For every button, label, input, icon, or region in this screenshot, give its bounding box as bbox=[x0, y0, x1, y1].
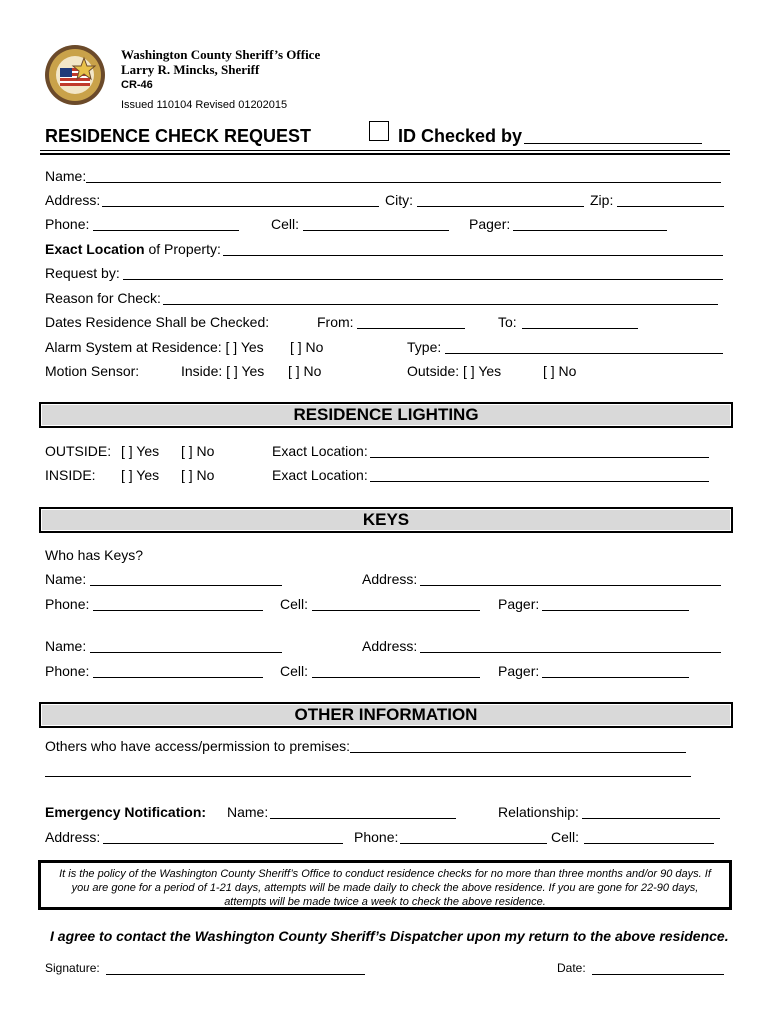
request-by-label: Request by: bbox=[45, 265, 120, 281]
exact-location-label: Exact Location of Property: bbox=[45, 241, 221, 257]
keys1-phone-label: Phone: bbox=[45, 596, 90, 612]
keys1-address-label: Address: bbox=[362, 571, 418, 587]
title-rule-thick bbox=[40, 153, 730, 155]
who-has-keys-label: Who has Keys? bbox=[45, 547, 144, 563]
alarm-yes-option[interactable]: Alarm System at Residence: [ ] Yes bbox=[45, 339, 264, 355]
emergency-address-field[interactable] bbox=[103, 829, 343, 844]
others-access-field[interactable] bbox=[350, 738, 686, 753]
to-field[interactable] bbox=[522, 314, 638, 329]
emergency-phone-label: Phone: bbox=[354, 829, 399, 845]
keys1-address-field[interactable] bbox=[420, 571, 721, 586]
cell-label: Cell: bbox=[271, 216, 300, 232]
keys2-phone-field[interactable] bbox=[93, 663, 263, 678]
date-label: Date: bbox=[557, 961, 586, 975]
keys1-cell-label: Cell: bbox=[280, 596, 309, 612]
zip-label: Zip: bbox=[590, 192, 614, 208]
id-checked-label: ID Checked by bbox=[398, 126, 523, 146]
id-checked-checkbox[interactable] bbox=[369, 121, 389, 141]
others-access-label: Others who have access/permission to premises: bbox=[45, 738, 351, 754]
reason-label: Reason for Check: bbox=[45, 290, 161, 306]
policy-notice-line-1: It is the policy of the Washington County Sheriff’s Office to conduct residence checks for no more than three months and/or 90 days. If bbox=[59, 868, 711, 880]
title-rule bbox=[40, 150, 730, 151]
motion-sensor-label: Motion Sensor: bbox=[45, 363, 140, 379]
city-field[interactable] bbox=[417, 192, 584, 207]
keys1-name-label: Name: bbox=[45, 571, 87, 587]
alarm-no-option[interactable]: [ ] No bbox=[290, 339, 324, 355]
keys2-name-label: Name: bbox=[45, 638, 87, 654]
to-label: To: bbox=[498, 314, 517, 330]
lighting-inside-location-label: Exact Location: bbox=[272, 467, 368, 483]
lighting-outside-yes-option[interactable]: [ ] Yes bbox=[121, 443, 160, 459]
address-label: Address: bbox=[45, 192, 101, 208]
keys2-phone-label: Phone: bbox=[45, 663, 90, 679]
emergency-notification-label: Emergency Notification: bbox=[45, 804, 207, 820]
office-name: Washington County Sheriff’s Office bbox=[121, 47, 321, 62]
keys1-pager-label: Pager: bbox=[498, 596, 540, 612]
from-label: From: bbox=[317, 314, 354, 330]
emergency-relationship-field[interactable] bbox=[582, 804, 720, 819]
name-label: Name: bbox=[45, 168, 87, 184]
pager-label: Pager: bbox=[469, 216, 511, 232]
lighting-outside-location-label: Exact Location: bbox=[272, 443, 368, 459]
policy-notice bbox=[40, 862, 730, 908]
id-checked-field[interactable] bbox=[524, 129, 702, 144]
keys1-pager-field[interactable] bbox=[542, 596, 689, 611]
motion-inside-no-option[interactable]: [ ] No bbox=[288, 363, 322, 379]
keys2-cell-label: Cell: bbox=[280, 663, 309, 679]
keys2-name-field[interactable] bbox=[90, 638, 282, 653]
lighting-inside-label: INSIDE: bbox=[45, 467, 96, 483]
request-by-field[interactable] bbox=[123, 265, 723, 280]
agreement-statement: I agree to contact the Washington County Sheriff’s Dispatcher upon my return to the above residence. bbox=[50, 928, 729, 944]
motion-inside-yes-option[interactable]: Inside: [ ] Yes bbox=[181, 363, 265, 379]
lighting-inside-yes-option[interactable]: [ ] Yes bbox=[121, 467, 160, 483]
alarm-type-label: Type: bbox=[407, 339, 442, 355]
emergency-address-label: Address: bbox=[45, 829, 101, 845]
exact-location-field[interactable] bbox=[223, 241, 723, 256]
emergency-cell-field[interactable] bbox=[584, 829, 714, 844]
phone-field[interactable] bbox=[93, 216, 239, 231]
sheriff-seal-logo bbox=[44, 44, 106, 106]
pager-field[interactable] bbox=[513, 216, 667, 231]
date-field[interactable] bbox=[592, 960, 724, 975]
motion-outside-no-option[interactable]: [ ] No bbox=[543, 363, 577, 379]
emergency-cell-label: Cell: bbox=[551, 829, 580, 845]
alarm-type-field[interactable] bbox=[445, 339, 723, 354]
keys-heading: KEYS bbox=[40, 508, 732, 532]
keys2-address-field[interactable] bbox=[420, 638, 721, 653]
signature-field[interactable] bbox=[106, 960, 365, 975]
motion-outside-yes-option[interactable]: Outside: [ ] Yes bbox=[407, 363, 502, 379]
lighting-outside-label: OUTSIDE: bbox=[45, 443, 112, 459]
issued-revised: Issued 110104 Revised 01202015 bbox=[121, 99, 288, 111]
address-field[interactable] bbox=[102, 192, 379, 207]
cell-field[interactable] bbox=[303, 216, 449, 231]
keys2-pager-label: Pager: bbox=[498, 663, 540, 679]
keys1-phone-field[interactable] bbox=[93, 596, 263, 611]
reason-field[interactable] bbox=[163, 290, 718, 305]
dates-label: Dates Residence Shall be Checked: bbox=[45, 314, 270, 330]
form-number: CR-46 bbox=[121, 79, 153, 91]
form-title: RESIDENCE CHECK REQUEST bbox=[45, 126, 312, 146]
others-access-field-2[interactable] bbox=[45, 762, 691, 777]
from-field[interactable] bbox=[357, 314, 465, 329]
emergency-phone-field[interactable] bbox=[400, 829, 547, 844]
emergency-name-label: Name: bbox=[227, 804, 269, 820]
emergency-name-field[interactable] bbox=[270, 804, 456, 819]
lighting-outside-no-option[interactable]: [ ] No bbox=[181, 443, 215, 459]
lighting-inside-no-option[interactable]: [ ] No bbox=[181, 467, 215, 483]
zip-field[interactable] bbox=[617, 192, 724, 207]
policy-notice-line-2: you are gone for a period of 1-21 days, attempts will be made daily to check the above residence. If you are gone for 22-90 days, bbox=[71, 882, 699, 894]
keys1-name-field[interactable] bbox=[90, 571, 282, 586]
residence-lighting-heading: RESIDENCE LIGHTING bbox=[40, 403, 732, 427]
signature-label: Signature: bbox=[45, 961, 100, 975]
keys2-pager-field[interactable] bbox=[542, 663, 689, 678]
city-label: City: bbox=[385, 192, 413, 208]
other-information-heading: OTHER INFORMATION bbox=[40, 703, 732, 727]
name-field[interactable] bbox=[86, 168, 721, 183]
keys2-address-label: Address: bbox=[362, 638, 418, 654]
emergency-relationship-label: Relationship: bbox=[498, 804, 579, 820]
sheriff-name: Larry R. Mincks, Sheriff bbox=[121, 62, 260, 77]
policy-notice-line-3: attempts will be made twice a week to check the above residence. bbox=[224, 896, 546, 908]
keys1-cell-field[interactable] bbox=[312, 596, 480, 611]
lighting-outside-location-field[interactable] bbox=[370, 443, 709, 458]
keys2-cell-field[interactable] bbox=[312, 663, 480, 678]
lighting-inside-location-field[interactable] bbox=[370, 467, 709, 482]
phone-label: Phone: bbox=[45, 216, 90, 232]
